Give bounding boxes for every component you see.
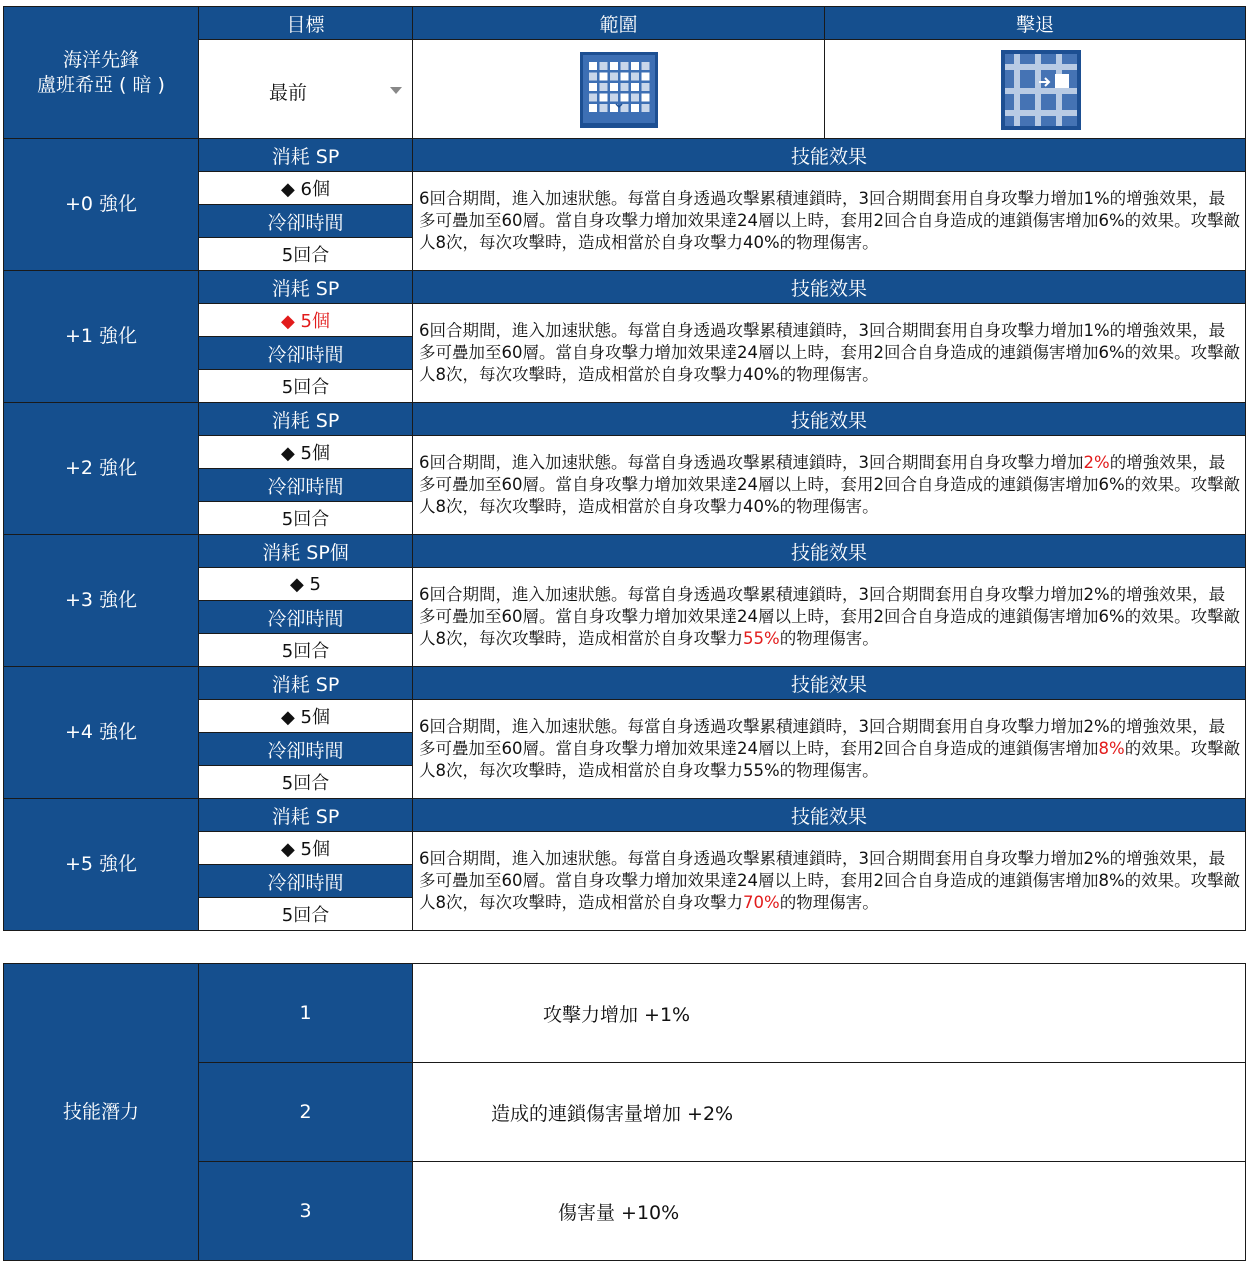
effect-text-segment: 6回合期間，進入加速狀態。每當自身透過攻擊累積連鎖時，3回合期間套用自身攻擊力增加2%的增強效果，最多可疊加至60層。當自身攻擊力增加效果達24層以上時，套用2回合自身造成的連鎖傷害增加 xyxy=(419,717,1226,758)
effect-text xyxy=(412,699,1246,799)
potential-text: 造成的連鎖傷害量增加 +2% xyxy=(412,1062,1246,1162)
level-label: +2 強化 xyxy=(3,402,199,535)
sp-value: ◆ 5個 xyxy=(198,303,413,337)
potential-label: 技能潛力 xyxy=(3,963,199,1261)
sp-label: 消耗 SP xyxy=(198,798,413,832)
effect-text-segment: 70% xyxy=(743,893,780,912)
sp-label: 消耗 SP xyxy=(198,138,413,172)
effect-header: 技能效果 xyxy=(412,270,1246,304)
effect-text xyxy=(412,303,1246,403)
potential-number: 2 xyxy=(198,1062,413,1162)
sp-value: ◆ 6個 xyxy=(198,171,413,205)
sp-value: ◆ 5 xyxy=(198,567,413,601)
effect-text xyxy=(412,567,1246,667)
cooldown-value: 5回合 xyxy=(198,369,413,403)
cooldown-label: 冷卻時間 xyxy=(198,864,413,898)
sp-label: 消耗 SP xyxy=(198,666,413,700)
effect-text-segment: 的效果。攻擊敵人8次，每次攻擊時，造成相當於自身攻擊力55%的物理傷害。 xyxy=(419,739,1241,780)
cooldown-value: 5回合 xyxy=(198,897,413,931)
cooldown-value: 5回合 xyxy=(198,633,413,667)
target-select[interactable] xyxy=(198,39,413,139)
character-name-line1: 海洋先鋒 xyxy=(62,48,139,71)
cooldown-label: 冷卻時間 xyxy=(198,204,413,238)
cooldown-value: 5回合 xyxy=(198,501,413,535)
character-name-line2: 盧班希亞 ( 暗 ) xyxy=(37,73,165,96)
chevron-down-icon xyxy=(390,87,402,94)
knockback-cell xyxy=(824,39,1246,139)
effect-header: 技能效果 xyxy=(412,666,1246,700)
effect-text xyxy=(412,831,1246,931)
sp-label: 消耗 SP xyxy=(198,270,413,304)
potential-number: 3 xyxy=(198,1161,413,1261)
effect-text-segment: 6回合期間，進入加速狀態。每當自身透過攻擊累積連鎖時，3回合期間套用自身攻擊力增加1%的增強效果，最多可疊加至60層。當自身攻擊力增加效果達24層以上時，套用2回合自身造成的連鎖傷害增加6%的效果。攻擊敵人8次，每次攻擊時，造成相當於自身攻擊力40%的物理傷害。 xyxy=(419,321,1241,384)
effect-text-segment: 6回合期間，進入加速狀態。每當自身透過攻擊累積連鎖時，3回合期間套用自身攻擊力增加1%的增強效果，最多可疊加至60層。當自身攻擊力增加效果達24層以上時，套用2回合自身造成的連鎖傷害增加6%的效果。攻擊敵人8次，每次攻擊時，造成相當於自身攻擊力40%的物理傷害。 xyxy=(419,189,1241,252)
sp-label: 消耗 SP個 xyxy=(198,534,413,568)
effect-header: 技能效果 xyxy=(412,402,1246,436)
sp-value: ◆ 5個 xyxy=(198,435,413,469)
sp-label: 消耗 SP xyxy=(198,402,413,436)
effect-text-segment: 8% xyxy=(1098,739,1125,758)
level-label: +0 強化 xyxy=(3,138,199,271)
cooldown-label: 冷卻時間 xyxy=(198,600,413,634)
target-header: 目標 xyxy=(198,6,413,40)
effect-text-segment: 6回合期間，進入加速狀態。每當自身透過攻擊累積連鎖時，3回合期間套用自身攻擊力增加2%的增強效果，最多可疊加至60層。當自身攻擊力增加效果達24層以上時，套用2回合自身造成的連鎖傷害增加6%的效果。攻擊敵人8次，每次攻擊時，造成相當於自身攻擊力 xyxy=(419,585,1241,648)
level-label: +5 強化 xyxy=(3,798,199,931)
level-label: +4 強化 xyxy=(3,666,199,799)
cooldown-label: 冷卻時間 xyxy=(198,732,413,766)
character-name xyxy=(3,6,199,139)
cooldown-value: 5回合 xyxy=(198,765,413,799)
range-grid-icon xyxy=(580,52,658,128)
potential-text: 攻擊力增加 +1% xyxy=(412,963,1246,1063)
range-cell xyxy=(412,39,825,139)
potential-number: 1 xyxy=(198,963,413,1063)
potential-text: 傷害量 +10% xyxy=(412,1161,1246,1261)
sp-value: ◆ 5個 xyxy=(198,831,413,865)
effect-text-segment: 的增強效果，最多可疊加至60層。當自身攻擊力增加效果達24層以上時，套用2回合自身造成的連鎖傷害增加6%的效果。攻擊敵人8次，每次攻擊時，造成相當於自身攻擊力40%的物理傷害。 xyxy=(419,453,1241,516)
cooldown-label: 冷卻時間 xyxy=(198,336,413,370)
range-header: 範圍 xyxy=(412,6,825,40)
effect-header: 技能效果 xyxy=(412,534,1246,568)
level-label: +1 強化 xyxy=(3,270,199,403)
knockback-grid-icon xyxy=(1001,50,1081,130)
cooldown-value: 5回合 xyxy=(198,237,413,271)
effect-header: 技能效果 xyxy=(412,138,1246,172)
effect-text-segment: 6回合期間，進入加速狀態。每當自身透過攻擊累積連鎖時，3回合期間套用自身攻擊力增加 xyxy=(419,453,1084,472)
effect-text-segment: 的物理傷害。 xyxy=(779,893,879,912)
cooldown-label: 冷卻時間 xyxy=(198,468,413,502)
sp-value: ◆ 5個 xyxy=(198,699,413,733)
level-label: +3 強化 xyxy=(3,534,199,667)
knockback-header: 擊退 xyxy=(824,6,1246,40)
effect-text-segment: 的物理傷害。 xyxy=(779,629,879,648)
effect-text-segment: 2% xyxy=(1083,453,1110,472)
effect-text xyxy=(412,171,1246,271)
effect-header: 技能效果 xyxy=(412,798,1246,832)
effect-text-segment: 55% xyxy=(743,629,780,648)
target-value: 最前 xyxy=(269,82,308,104)
effect-text-segment: 6回合期間，進入加速狀態。每當自身透過攻擊累積連鎖時，3回合期間套用自身攻擊力增加2%的增強效果，最多可疊加至60層。當自身攻擊力增加效果達24層以上時，套用2回合自身造成的連鎖傷害增加8%的效果。攻擊敵人8次，每次攻擊時，造成相當於自身攻擊力 xyxy=(419,849,1241,912)
effect-text xyxy=(412,435,1246,535)
